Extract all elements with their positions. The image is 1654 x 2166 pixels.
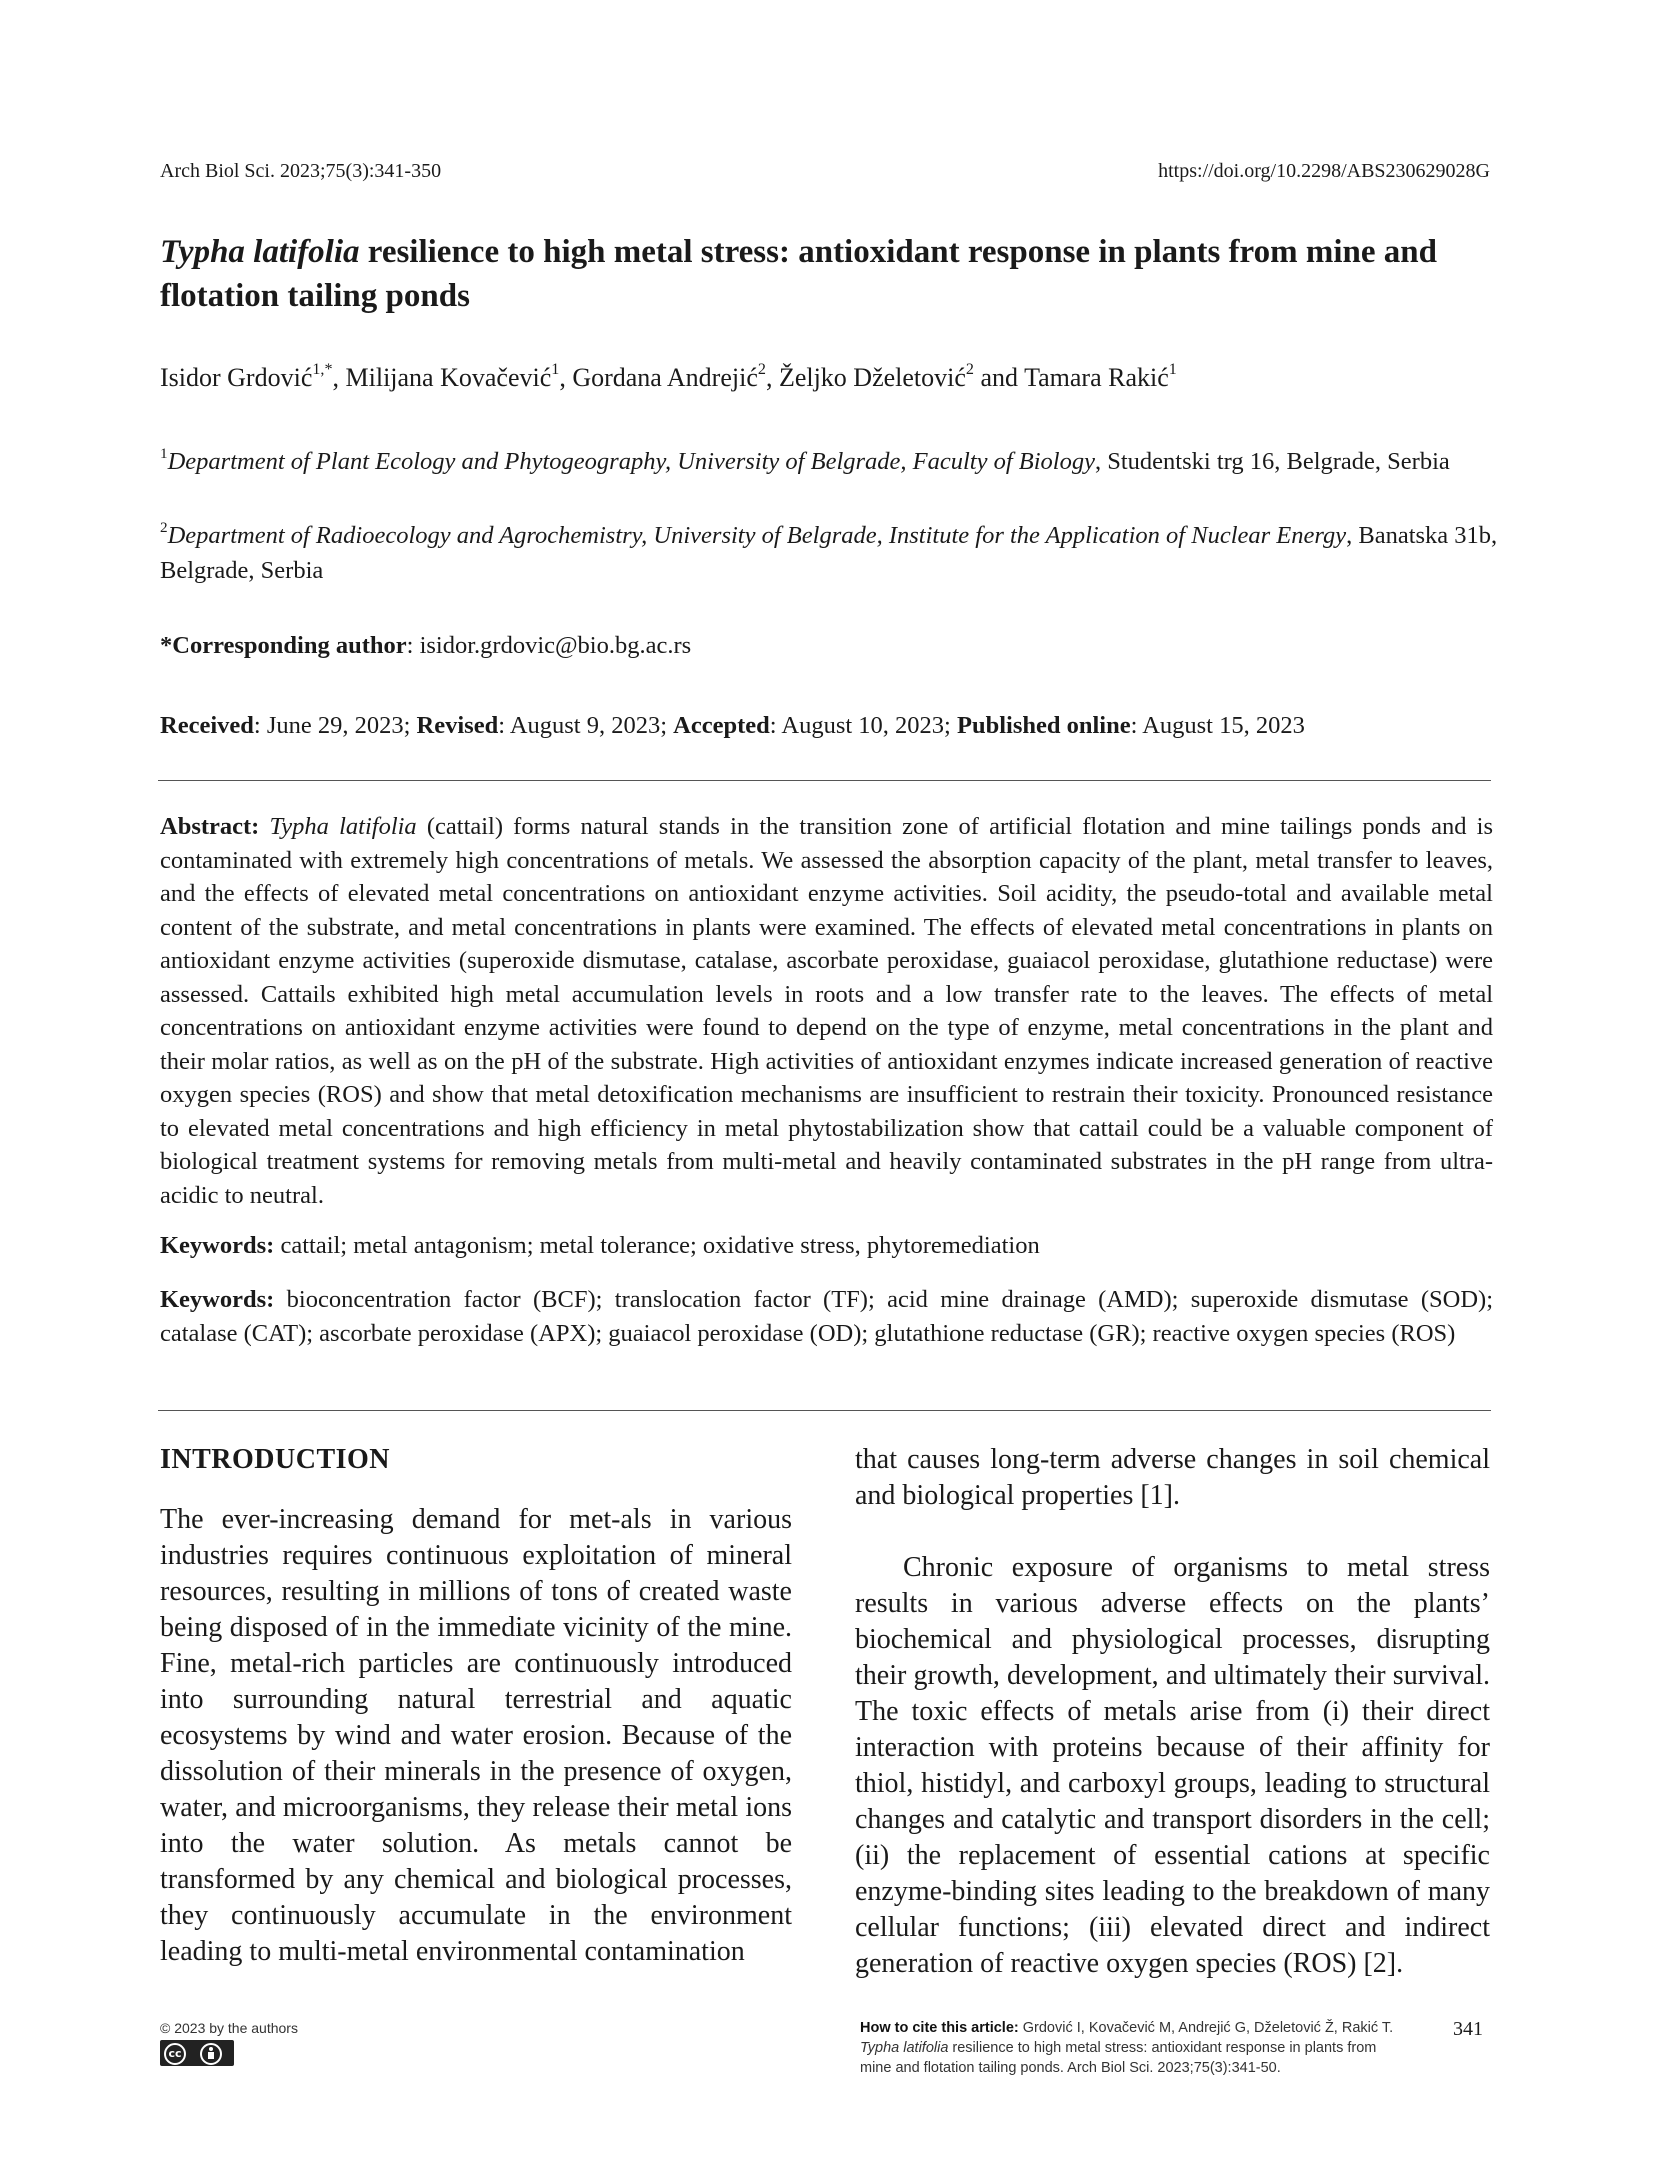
abstract-label: Abstract: xyxy=(160,813,260,840)
introduction-right-column-paragraph: Chronic exposure of organisms to metal stress results in various adverse effects on the plants’ biochemical and physiological processes, disrupting their growth, development, and ultimately their survival. The toxic effects of metals arise from (i) their direct interaction with proteins because of their affinity for thiol, histidyl, and carboxyl groups, leading to structural changes and catalytic and transport disorders in the cell; (ii) the replacement of essential cations at specific enzyme-binding sites leading to the breakdown of many cellular functions; (iii) elevated direct and indirect generation of reactive oxygen species (ROS) [2]. xyxy=(855,1552,1490,1979)
title-rest: resilience to high metal stress: antioxidant response in plants from mine and flotation tailing ponds xyxy=(160,234,1437,314)
author-list: Isidor Grdović$^{1,*}$, Milijana Kovačević$^1$, Gordana Andrejić$^2$, Željko Dželetović$^2$ and Tamara Rakić$^1$ xyxy=(160,360,1177,392)
page-number: 341 xyxy=(1453,2018,1483,2040)
affiliation-number: 2 xyxy=(160,518,168,536)
attribution-icon xyxy=(200,2043,222,2065)
affiliation-1 xyxy=(160,444,1500,479)
corresponding-label: *Corresponding author xyxy=(160,632,407,659)
cite-authors: Grdović I, Kovačević M, Andrejić G, Dželetović Ž, Rakić T. xyxy=(1018,2020,1394,2036)
revised-label: Revised xyxy=(416,712,499,739)
affiliation-department: Department of Radioecology and Agrochemistry, University of Belgrade, Institute for the Application of Nuclear Energy xyxy=(167,522,1347,549)
keywords xyxy=(160,1232,1493,1260)
accepted-label: Accepted xyxy=(673,712,770,739)
author-affiliation-mark: 1 xyxy=(1168,360,1177,378)
abbreviations-text: bioconcentration factor (BCF); translocation factor (TF); acid mine drainage (AMD); superoxide dismutase (SOD); catalase (CAT); ascorbate peroxidase (APX); guaiacol peroxidase (OD); glutathione reductase (GR); reactive oxygen species (ROS) xyxy=(160,1286,1493,1347)
author-affiliation-mark: 1,* xyxy=(312,360,333,378)
title-species: Typha latifolia xyxy=(160,234,360,270)
cc-icon: cc xyxy=(164,2043,186,2065)
author-affiliation-mark: 2 xyxy=(757,360,766,378)
published-date: August 15, 2023 xyxy=(1142,712,1305,739)
divider-top xyxy=(158,780,1491,781)
keywords-label: Keywords: xyxy=(160,1232,275,1259)
article-dates: Received: June 29, 2023; Revised: August 9, 2023; Accepted: August 10, 2023; Published online: August 15, 2023 xyxy=(160,712,1305,739)
author-affiliation-mark: 2 xyxy=(965,360,974,378)
affiliation-number: 1 xyxy=(160,444,168,462)
copyright-notice: © 2023 by the authors xyxy=(160,2020,298,2036)
citation-box xyxy=(860,2018,1400,2078)
cite-rest: resilience to high metal stress: antioxidant response in plants from mine and flotation tailing ponds. Arch Biol Sci. 2023;75(3):341-50. xyxy=(860,2040,1377,2076)
article-title xyxy=(160,230,1500,318)
cc-by-icon[interactable] xyxy=(160,2040,234,2066)
cite-label: How to cite this article: xyxy=(860,2020,1019,2036)
accepted-date: August 10, 2023 xyxy=(781,712,945,739)
received-label: Received xyxy=(160,712,254,739)
introduction-right-column-continuation: that causes long-term adverse changes in soil chemical and biological properties [1]. xyxy=(855,1444,1490,1511)
abstract-species: Typha latifolia xyxy=(269,813,417,840)
doi-link[interactable]: https://doi.org/10.2298/ABS230629028G xyxy=(1158,160,1490,182)
author-name: Milijana Kovačević xyxy=(345,363,552,392)
divider-bottom xyxy=(158,1410,1491,1411)
affiliation-2 xyxy=(160,518,1500,588)
author-name: Isidor Grdović xyxy=(160,363,313,392)
keywords-text: cattail; metal antagonism; metal tolerance; oxidative stress, phytoremediation xyxy=(274,1232,1040,1259)
abstract-text: (cattail) forms natural stands in the transition zone of artificial flotation and mine tailings ponds and is contaminated with extremely high concentrations of metals. We assessed the absorption capacity of the plant, metal transfer to leaves, and the effects of elevated metal concentrations on antioxidant enzyme activities. Soil acidity, the pseudo-total and available metal content of the substrate, and metal concentrations in plants were examined. The effects of elevated metal concentrations in plants on antioxidant enzyme activities (superoxide dismutase, catalase, ascorbate peroxidase, guaiacol peroxidase, glutathione reductase) were assessed. Cattails exhibited high metal accumulation levels in roots and a low transfer rate to the leaves. The effects of metal concentrations on antioxidant enzyme activities were found to depend on the type of enzyme, metal concentrations in the plant and their molar ratios, as well as on the pH of the substrate. High activities of antioxidant enzymes indicate increased generation of reactive oxygen species (ROS) and show that metal detoxification mechanisms are insufficient to restrain their toxicity. Pronounced resistance to elevated metal concentrations and high efficiency in metal phytostabilization show that cattail could be a valuable component of biological treatment systems for removing metals from multi-metal and heavily contaminated substrates in the pH range from ultra-acidic to neutral. xyxy=(160,813,1493,1209)
corresponding-author: *Corresponding author: isidor.grdovic@bio.bg.ac.rs xyxy=(160,632,692,659)
section-heading-introduction: INTRODUCTION xyxy=(160,1444,391,1475)
corresponding-email[interactable]: isidor.grdovic@bio.bg.ac.rs xyxy=(419,632,692,659)
affiliation-address: , Studentski trg 16, Belgrade, Serbia xyxy=(1095,448,1450,475)
cite-species: Typha latifolia xyxy=(860,2040,949,2056)
author-name: Tamara Rakić xyxy=(1024,363,1169,392)
journal-reference: Arch Biol Sci. 2023;75(3):341-350 xyxy=(160,160,442,182)
introduction-left-column: The ever-increasing demand for met-als in various industries requires continuous exploitation of mineral resources, resulting in millions of tons of created waste being disposed of in the immediate vicinity of the mine. Fine, metal-rich particles are continuously introduced into surrounding natural terrestrial and aquatic ecosystems by wind and water erosion. Because of the dissolution of their minerals in the presence of oxygen, water, and microorganisms, they release their metal ions into the water solution. As metals cannot be transformed by any chemical and biological processes, they continuously accumulate in the environment leading to multi-metal environmental contamination xyxy=(160,1504,792,1967)
author-name: Gordana Andrejić xyxy=(572,363,758,392)
received-date: June 29, 2023 xyxy=(266,712,404,739)
affiliation-department: Department of Plant Ecology and Phytogeography, University of Belgrade, Faculty of Biology xyxy=(167,448,1095,475)
abbreviations xyxy=(160,1283,1493,1351)
author-name: Željko Dželetović xyxy=(778,363,966,392)
author-affiliation-mark: 1 xyxy=(551,360,560,378)
revised-date: August 9, 2023 xyxy=(509,712,661,739)
published-label: Published online xyxy=(956,712,1131,739)
abbreviations-label: Keywords: xyxy=(160,1286,275,1313)
affiliation-address: , Banatska 31b, Belgrade, Serbia xyxy=(160,522,1498,584)
abstract xyxy=(160,810,1493,1212)
